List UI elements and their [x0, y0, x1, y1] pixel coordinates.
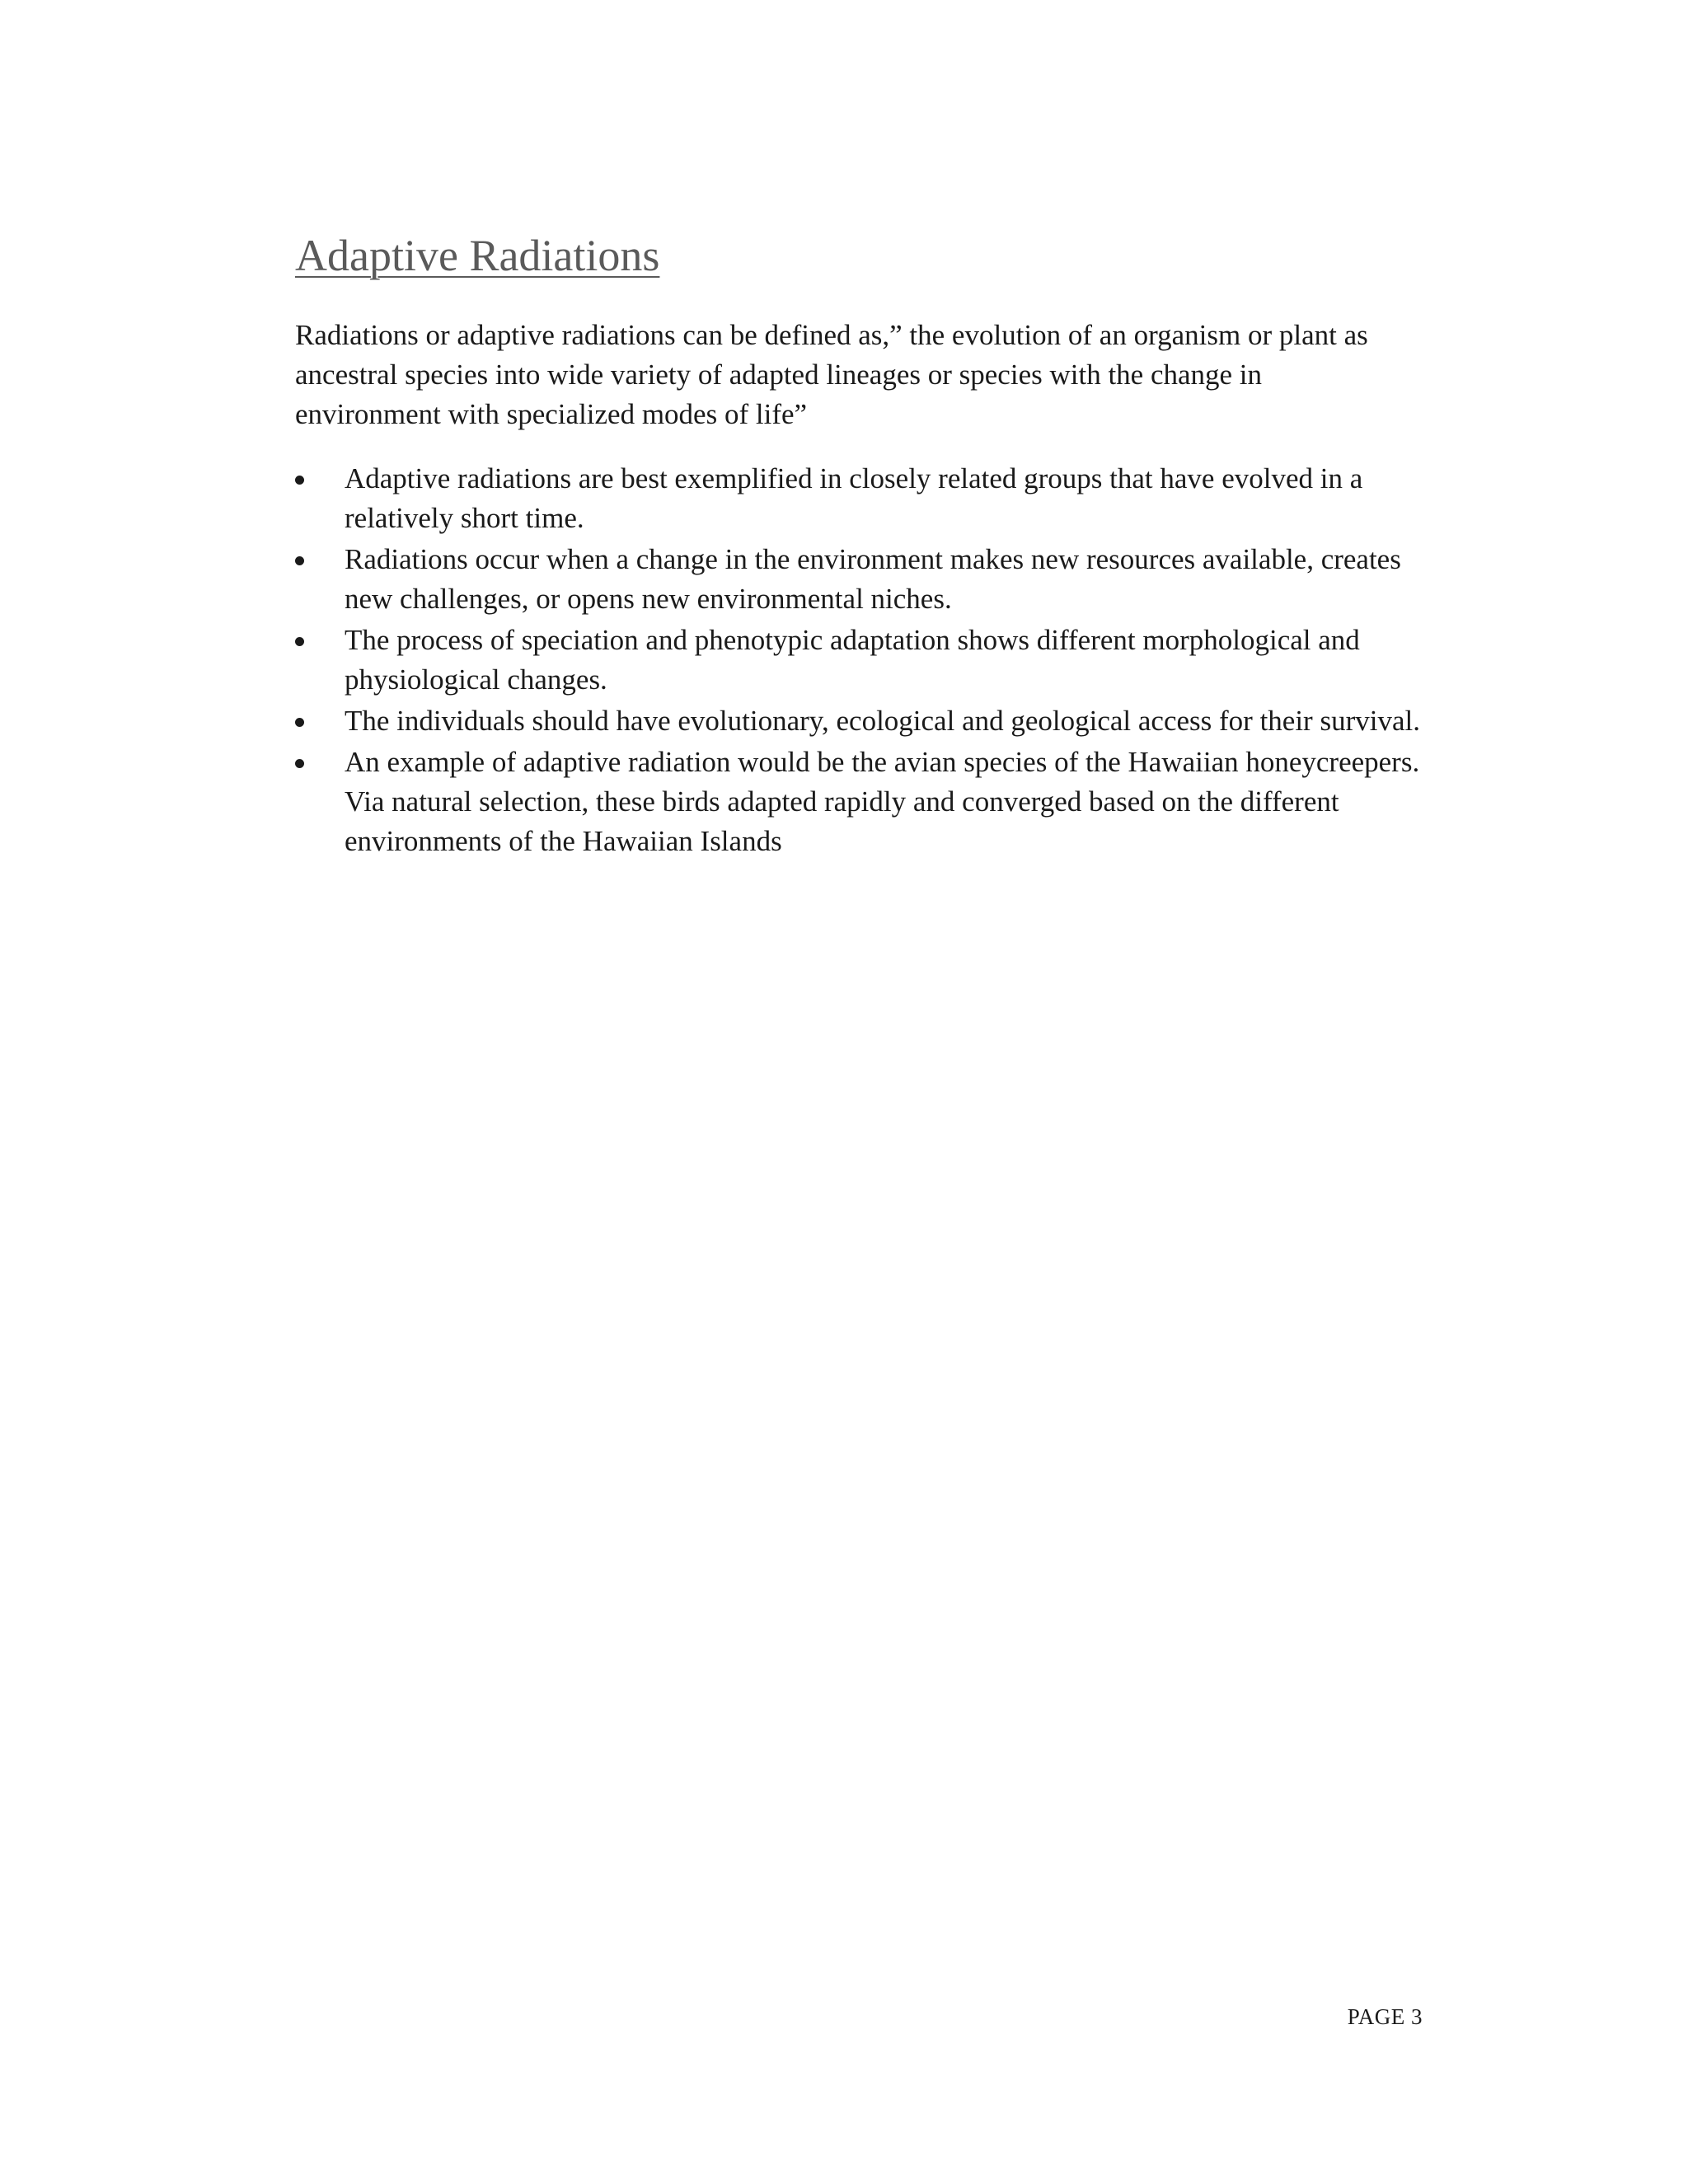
- page-content: [295, 229, 1449, 863]
- intro-paragraph: Radiations or adaptive radiations can be defined as,” the evolution of an organism or plant as ancestral species into wide variety of adapted lineages or species with the change in environment with specialized modes of life”: [295, 318, 1368, 430]
- bullet-icon: [295, 476, 304, 485]
- list-item: [295, 540, 1449, 619]
- bullet-icon: [295, 759, 304, 768]
- bullet-list: [295, 459, 1449, 861]
- list-item-text: Radiations occur when a change in the environment makes new resources available, creates new challenges, or opens new environmental niches.: [345, 542, 1401, 615]
- list-item-text: Adaptive radiations are best exemplified in closely related groups that have evolved in a relatively short time.: [345, 462, 1363, 534]
- list-item-text: An example of adaptive radiation would be the avian species of the Hawaiian honeycreepers. Via natural selection, these birds adapted rapidly and converged based on the different environments of the Hawaiian Islands: [345, 745, 1420, 857]
- bullet-icon: [295, 556, 304, 565]
- page-number: PAGE 3: [1347, 2004, 1423, 2029]
- bullet-icon: [295, 637, 304, 646]
- list-item: [295, 621, 1449, 700]
- bullet-icon: [295, 718, 304, 727]
- list-item-text: The process of speciation and phenotypic adaptation shows different morphological and physiological changes.: [345, 623, 1360, 696]
- list-item: [295, 459, 1449, 538]
- list-item-text: The individuals should have evolutionary, ecological and geological access for their survival.: [345, 704, 1420, 737]
- page-heading: Adaptive Radiations: [295, 231, 660, 280]
- list-item: [295, 701, 1449, 741]
- list-item: [295, 743, 1449, 861]
